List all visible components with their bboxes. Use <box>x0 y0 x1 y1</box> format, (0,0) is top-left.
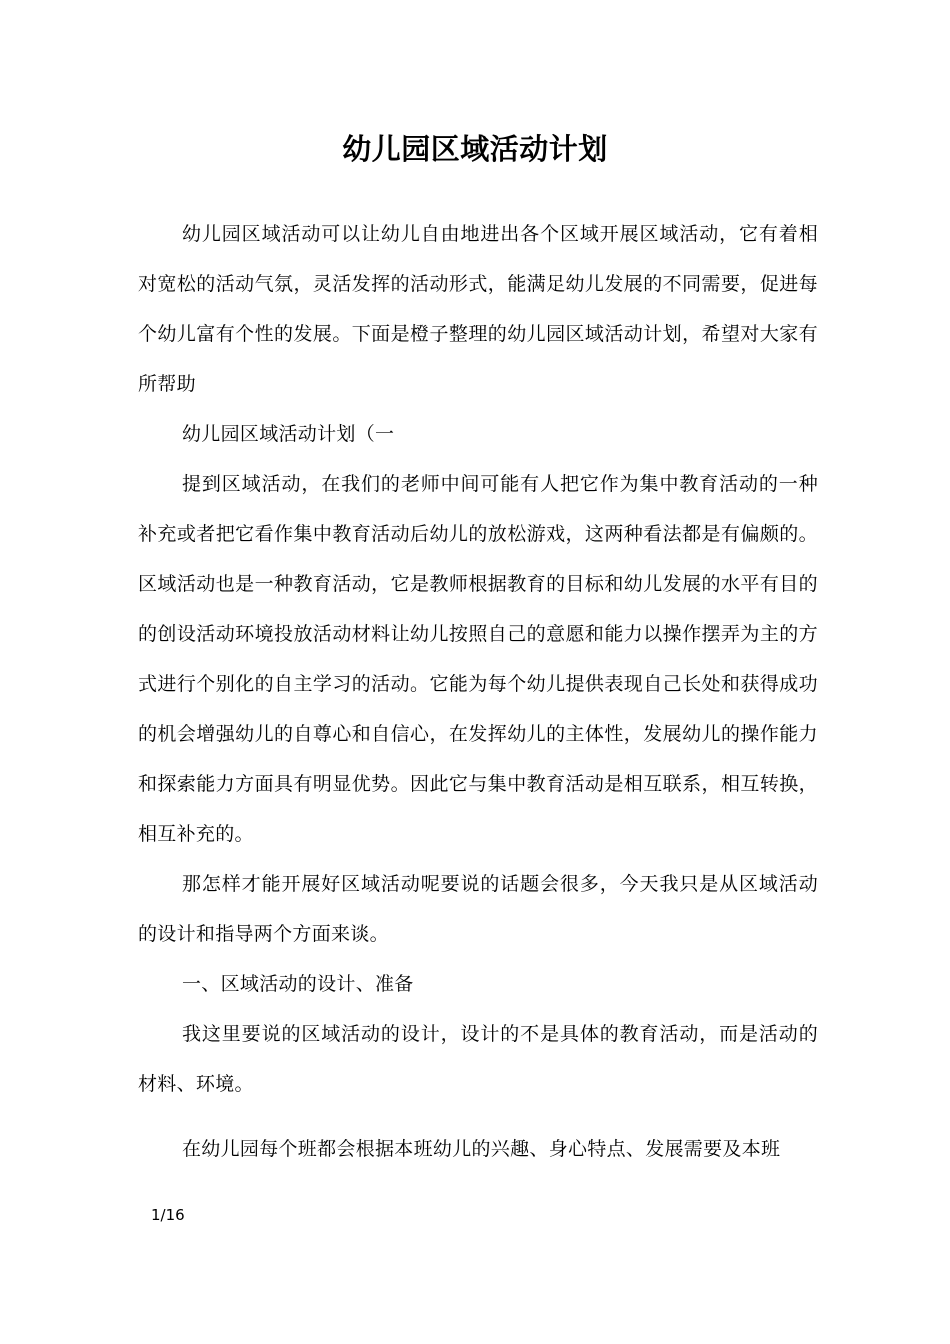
document-body <box>138 209 818 1174</box>
paragraph-design: 我这里要说的区域活动的设计，设计的不是具体的教育活动，而是活动的材料、环境。 <box>138 1023 818 1095</box>
page-number: 1/16 <box>151 1206 185 1224</box>
paragraph-definition: 提到区域活动，在我们的老师中间可能有人把它作为集中教育活动的一种补充或者把它看作集中教育活动后幼儿的放松游戏，这两种看法都是有偏颇的。区域活动也是一种教育活动，它是教师根据教育的目标和幼儿发展的水平有目的的创设活动环境投放活动材料让幼儿按照自己的意愿和能力以操作摆弄为主的方式进行个别化的自主学习的活动。它能为每个幼儿提供表现自己长处和获得成功的机会增强幼儿的自尊心和自信心，在发挥幼儿的主体性，发展幼儿的操作能力和探索能力方面具有明显优势。因此它与集中教育活动是相互联系，相互转换，相互补充的。 <box>138 473 818 845</box>
paragraph-intro: 幼儿园区域活动可以让幼儿自由地进出各个区域开展区域活动，它有着相对宽松的活动气氛，灵活发挥的活动形式，能满足幼儿发展的不同需要，促进每个幼儿富有个性的发展。下面是橙子整理的幼儿园区域活动计划，希望对大家有所帮助 <box>138 223 818 395</box>
paragraph-subheading: 一、区域活动的设计、准备 <box>182 973 414 995</box>
paragraph-section-heading: 幼儿园区域活动计划（一 <box>182 423 395 445</box>
document-title: 幼儿园区域活动计划 <box>342 132 608 166</box>
paragraph-topic: 那怎样才能开展好区域活动呢要说的话题会很多，今天我只是从区域活动的设计和指导两个方面来谈。 <box>138 873 818 945</box>
paragraph-continued: 在幼儿园每个班都会根据本班幼儿的兴趣、身心特点、发展需要及本班 <box>182 1138 781 1160</box>
